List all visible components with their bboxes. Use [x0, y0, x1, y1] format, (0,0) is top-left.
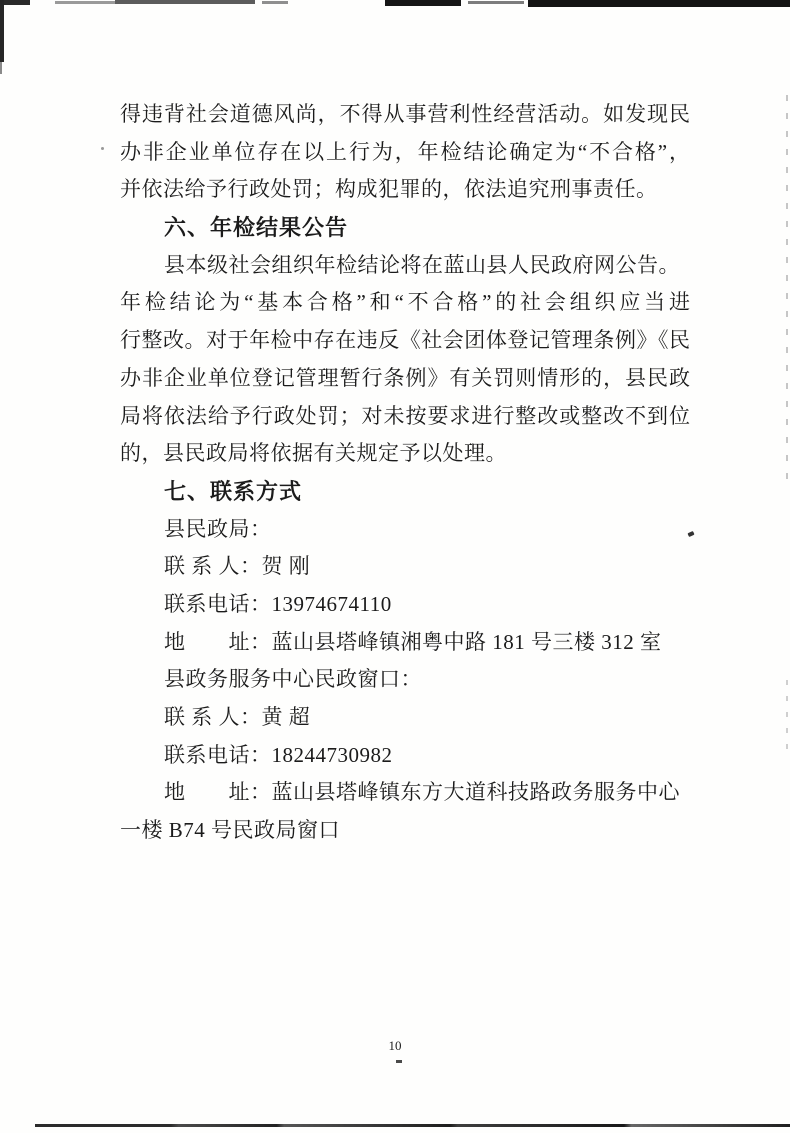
scan-artifact-right-edge	[786, 95, 788, 480]
contact-phone-line: 联系电话：13974674110	[164, 591, 392, 616]
contact-address-line: 地 址：蓝山县塔峰镇湘粤中路 181 号三楼 312 室	[164, 629, 662, 654]
scan-artifact-top	[0, 0, 30, 5]
text-line: 办非企业单位登记管理暂行条例》有关罚则情形的，县民政	[120, 365, 690, 390]
scan-artifact-top	[55, 1, 115, 4]
scan-speckle	[396, 1060, 402, 1063]
section-heading-seven: 七、联系方式	[164, 478, 303, 504]
scan-artifact-top	[385, 0, 461, 6]
contact-org-line: 县民政局：	[164, 516, 272, 541]
scan-speckle	[101, 147, 104, 150]
scan-artifact-top	[262, 1, 288, 4]
scan-artifact-top	[115, 0, 255, 4]
section-heading-six: 六、年检结果公告	[164, 215, 349, 241]
contact-person-line: 联 系 人：黄 超	[164, 705, 311, 729]
contact-address-line: 一楼 B74 号民政局窗口	[120, 818, 341, 843]
text-line: 得违背社会道德风尚，不得从事营利性经营活动。如发现民	[120, 102, 690, 126]
text-line: 行整改。对于年检中存在违反《社会团体登记管理条例》《民	[120, 328, 690, 353]
scan-artifact-left-edge	[0, 0, 4, 62]
document-body	[120, 96, 690, 850]
scan-artifact-top	[468, 1, 524, 4]
text-line: 的，县民政局将依据有关规定予以处理。	[120, 441, 507, 466]
text-line: 县本级社会组织年检结论将在蓝山县人民政府网公告。	[164, 252, 680, 277]
text-line: 年检结论为“基本合格”和“不合格”的社会组织应当进	[120, 290, 690, 315]
scan-artifact-bottom-edge	[35, 1124, 790, 1127]
contact-phone-line: 联系电话：18244730982	[164, 742, 393, 767]
scan-artifact-left-edge	[0, 62, 2, 74]
text-line: 办非企业单位存在以上行为，年检结论确定为“不合格”，	[120, 139, 690, 164]
scan-artifact-top	[528, 0, 790, 7]
contact-address-line: 地 址：蓝山县塔峰镇东方大道科技路政务服务中心	[164, 780, 680, 805]
contact-person-line: 联 系 人：贺 刚	[164, 554, 311, 579]
page-number: 10	[388, 1038, 402, 1053]
scan-artifact-right-edge	[786, 680, 788, 750]
text-line: 并依法给予行政处罚；构成犯罪的，依法追究刑事责任。	[120, 177, 658, 202]
text-line: 局将依法给予行政处罚；对未按要求进行整改或整改不到位	[120, 403, 690, 428]
contact-org-line: 县政务服务中心民政窗口：	[164, 667, 422, 692]
